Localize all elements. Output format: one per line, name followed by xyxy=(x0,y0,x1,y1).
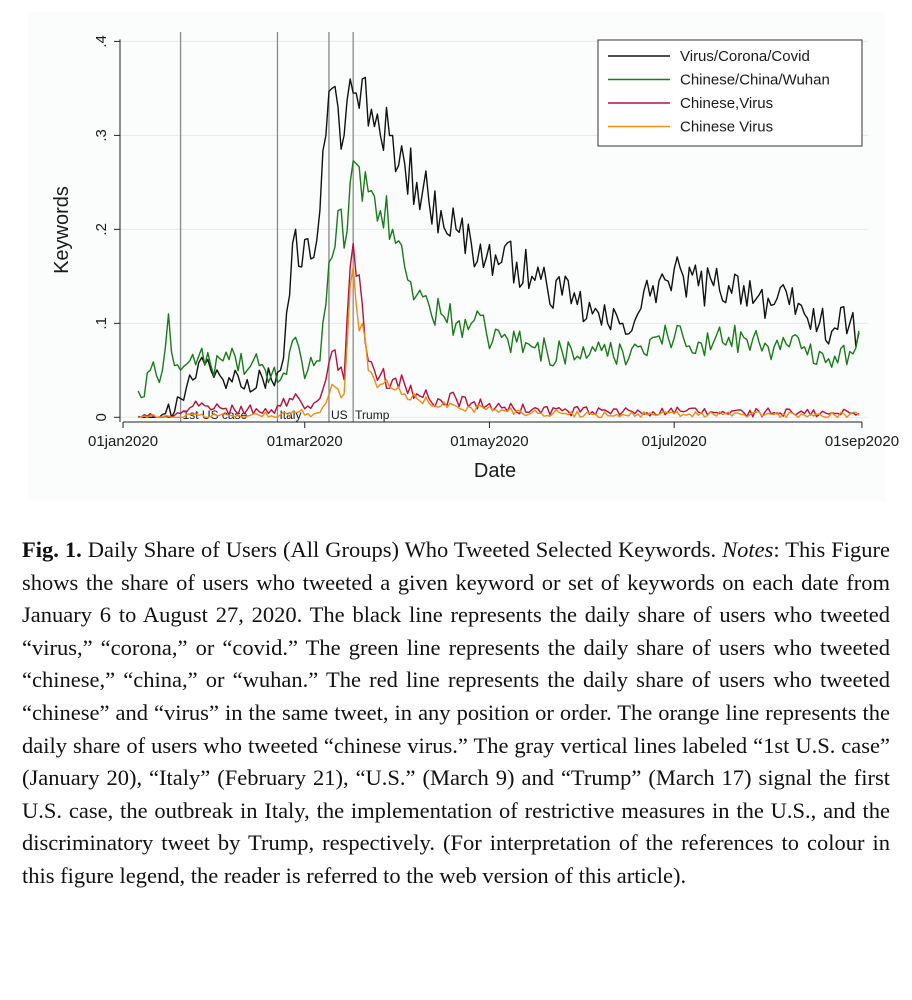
x-axis-title: Date xyxy=(473,460,517,482)
y-tick-label: .3 xyxy=(93,129,110,142)
x-tick-label: 01mar2020 xyxy=(266,433,343,450)
event-label: Trump xyxy=(355,408,390,422)
x-tick-label: 01jan2020 xyxy=(87,433,159,450)
caption-title: Daily Share of Users (All Groups) Who Tweeted Selected Keywords. xyxy=(87,537,717,562)
legend-label: Chinese Virus xyxy=(680,118,774,136)
figure-caption: Fig. 1. Daily Share of Users (All Groups) Who Tweeted Selected Keywords. Notes: This Figure shows the share of users who tweeted a given keyword or set of keywords on each date from January 6 to August 27, 2020. The black line represents the daily share of users who tweeted “virus,” “corona,” or “covid.” The green line represents the daily share of users who tweeted “chinese,” “china,” or “wuhan.” The red line represents the daily share of users who tweeted “chinese” and “virus” in the same tweet, in any position or order. The orange line represents the daily share of users who tweeted “chinese virus.” The gray vertical lines labeled “1st U.S. case” (January 20), “Italy” (February 21), “U.S.” (March 9) and “Trump” (March 17) signal the first U.S. case, the outbreak in Italy, the implementation of restrictive measures in the U.S., and the discriminatory tweet by Trump, respectively. (For interpretation of the references to colour in this figure legend, the reader is referred to the web version of this article). xyxy=(22,537,891,888)
caption-body: This Figure shows the share of users who tweeted a given keyword or set of keywords on each date from January 6 to August 27, 2020. The black line represents the daily share of users who tweeted “virus,” “corona,” or “covid.” The green line represents the daily share of users who tweeted “chinese,” “china,” or “wuhan.” The red line represents the daily share of users who tweeted “chinese” and “virus” in the same tweet, in any position or order. The orange line represents the daily share of users who tweeted “chinese virus.” The gray vertical lines labeled “1st U.S. case” (January 20), “Italy” (February 21), “U.S.” (March 9) and “Trump” (March 17) signal the first U.S. case, the outbreak in Italy, the implementation of restrictive measures in the U.S., and the discriminatory tweet by Trump, respectively. (For interpretation of the references to colour in this figure legend, the reader is referred to the web version of this article). xyxy=(22,537,891,888)
y-tick-label: .2 xyxy=(93,223,110,236)
x-tick-label: 01may2020 xyxy=(450,433,529,450)
event-label: US xyxy=(330,408,348,422)
caption-notes-label: Notes xyxy=(722,537,774,562)
legend-label: Virus/Corona/Covid xyxy=(680,48,810,65)
legend-label: Chinese/China/Wuhan xyxy=(680,71,830,89)
y-axis-title: Keywords xyxy=(51,186,73,274)
y-tick-label: 0 xyxy=(93,413,110,422)
y-tick-label: .1 xyxy=(93,317,110,330)
event-label: 1st US case xyxy=(182,408,248,422)
x-tick-label: 01sep2020 xyxy=(824,433,900,450)
legend-label: Chinese,Virus xyxy=(680,95,774,112)
figure-panel xyxy=(28,12,900,502)
y-tick-label: .4 xyxy=(93,35,110,48)
event-label: Italy xyxy=(279,408,302,422)
x-tick-label: 01jul2020 xyxy=(641,433,707,450)
caption-fig-label: Fig. 1. xyxy=(22,537,82,562)
line-chart xyxy=(28,12,900,502)
